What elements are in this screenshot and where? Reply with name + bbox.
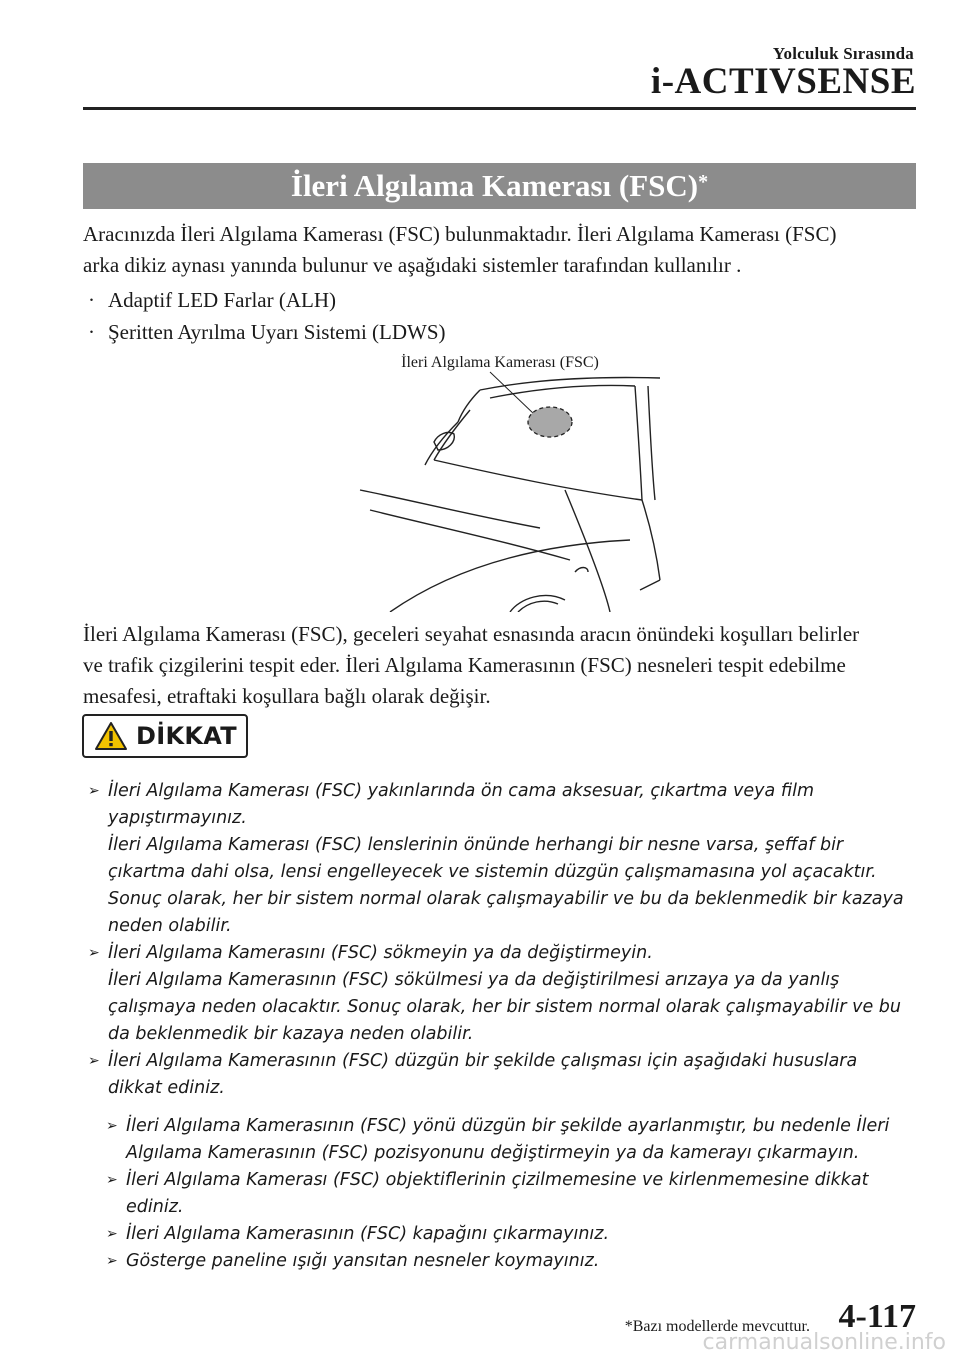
section-banner [83,163,916,209]
intro-line: arka dikiz aynası yanında bulunur ve aşağıdaki sistemler tarafından kullanılır . [83,253,742,277]
arrow-bullet-icon: ➢ [88,1053,100,1069]
sub-item: ➢ İleri Algılama Kamerası (FSC) objektiflerinin çizilmemesine ve kirlenmemesine dikkat ediniz. [106,1167,918,1221]
caution-item: ➢ İleri Algılama Kamerası (FSC) yakınlarında ön cama aksesuar, çıkartma veya film yapıştırmayınız. İleri Algılama Kamerası (FSC) lenslerinin önünde herhangi bir nesne varsa, şeffaf bir çıkartma dahi olsa, lensi engelleyecek ve sistemin düzgün çalışmamasına yol açacaktır. Sonuç olarak, her bir sistem normal olarak çalışmayabilir ve bu da beklenmedik bir kazaya neden olabilir. [88,778,918,940]
footnote: *Bazı modellerde mevcuttur. [624,1318,810,1335]
caution-item: ➢ İleri Algılama Kamerasının (FSC) düzgün bir şekilde çalışması için aşağıdaki hususlara dikkat ediniz. [88,1048,918,1102]
arrow-bullet-icon: ➢ [106,1253,118,1269]
bullet-dot-icon: · [88,288,95,312]
arrow-bullet-icon: ➢ [106,1172,118,1188]
banner-title: İleri Algılama Kamerası (FSC) [290,168,699,203]
watermark: carmanualsonline.info [702,1330,946,1355]
windshield-figure [330,350,670,612]
bullet-dot-icon: · [88,320,95,344]
page-number: 4-117 [838,1298,916,1335]
sub-item: ➢ Gösterge paneline ışığı yansıtan nesneler koymayınız. [106,1248,918,1275]
arrow-bullet-icon: ➢ [106,1226,118,1242]
list-item: · Adaptif LED Farlar (ALH) [88,284,446,316]
section-title: Yolculuk Sırasında [772,44,914,63]
warning-triangle-icon [94,721,128,751]
car-windshield-illustration [330,350,670,612]
description-line: İleri Algılama Kamerası (FSC), geceleri seyahat esnasında aracın önündeki koşulları belirler [83,622,860,646]
figure-label: İleri Algılama Kamerası (FSC) [401,354,599,371]
camera-location-marker [528,407,572,437]
description-paragraph [83,619,923,712]
intro-line: Aracınızda İleri Algılama Kamerası (FSC) bulunmaktadır. İleri Algılama Kamerası (FSC) [83,222,837,246]
caution-label: DİKKAT [136,722,237,750]
sub-item: ➢ İleri Algılama Kamerasının (FSC) yönü düzgün bir şekilde ayarlanmıştır, bu nedenle İleri Algılama Kamerasının (FSC) pozisyonunu değiştirmeyin ya da kamerayı çıkarmayın. [106,1113,918,1167]
intro-paragraph [83,219,923,281]
sub-item: ➢ İleri Algılama Kamerasının (FSC) kapağını çıkarmayınız. [106,1221,918,1248]
header-rule [83,107,916,110]
description-line: ve trafik çizgilerini tespit eder. İleri Algılama Kamerasının (FSC) nesneleri tespit edebilme [83,653,846,677]
arrow-bullet-icon: ➢ [106,1118,118,1134]
caution-box [82,714,248,758]
arrow-bullet-icon: ➢ [88,783,100,799]
chapter-title: i-ACTIVSENSE [650,61,916,102]
description-line: mesafesi, etraftaki koşullara bağlı olarak değişir. [83,684,491,708]
banner-asterisk: * [698,170,709,193]
caution-item: ➢ İleri Algılama Kamerasını (FSC) sökmeyin ya da değiştirmeyin. İleri Algılama Kamerasının (FSC) sökülmesi ya da değiştirilmesi arızaya ya da yanlış çalışmaya neden olacaktır. Sonuç olarak, her bir sistem normal olarak çalışmayabilir ve bu da beklenmedik bir kazaya neden olabilir. [88,940,918,1048]
arrow-bullet-icon: ➢ [88,945,100,961]
list-item: · Şeritten Ayrılma Uyarı Sistemi (LDWS) [88,316,446,348]
systems-list [88,284,446,348]
